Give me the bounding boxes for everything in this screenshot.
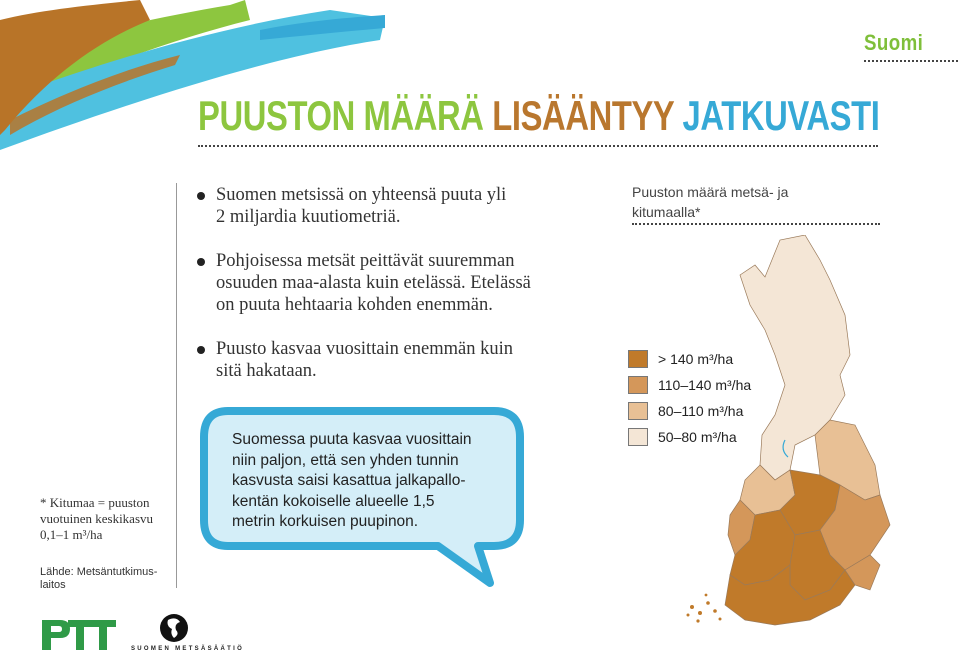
suomen-metsasaatio-wordmark: SUOMEN METSÄSÄÄTIÖ xyxy=(131,646,245,652)
country-underline xyxy=(864,60,958,62)
bullet-text: Suomen metsissä on yhteensä puuta yli 2 miljardia kuutiometriä. xyxy=(216,185,507,227)
legend-label: 80–110 m³/ha xyxy=(658,403,744,419)
title-part-1: PUUSTON MÄÄRÄ xyxy=(198,92,484,139)
ptt-logo xyxy=(40,614,120,654)
finland-map xyxy=(680,235,910,635)
legend-label: 110–140 m³/ha xyxy=(658,377,752,393)
legend-swatch xyxy=(628,402,648,420)
bullet-item xyxy=(198,250,558,316)
legend-swatch xyxy=(628,350,648,368)
bullet-dot-icon xyxy=(197,346,205,354)
country-label: Suomi xyxy=(864,30,924,55)
title-part-2: LISÄÄNTYY xyxy=(492,92,674,139)
column-divider xyxy=(176,183,177,588)
bullet-text: Puusto kasvaa vuosittain enemmän kuin sitä hakataan. xyxy=(216,339,513,381)
title-underline xyxy=(198,145,878,147)
bullet-item xyxy=(198,184,558,228)
legend-swatch xyxy=(628,376,648,394)
speech-bubble-text: Suomessa puuta kasvaa vuosittain niin paljon, että sen yhden tunnin kasvusta saisi kasattua jalkapallo- kentän kokoiselle alueelle 1,5 metrin korkuisen puupinon. xyxy=(232,431,472,530)
source-note: Lähde: Metsäntutkimus- laitos xyxy=(40,566,158,591)
bullet-dot-icon xyxy=(197,192,205,200)
bullet-item xyxy=(198,338,558,382)
legend-label: > 140 m³/ha xyxy=(658,351,734,367)
footnote: * Kitumaa = puuston vuotuinen keskikasvu 0,1–1 m³/ha xyxy=(40,495,154,542)
bullet-text: Pohjoisessa metsät peittävät suuremman osuuden maa-alasta kuin etelässä. Etelässä on puuta hehtaaria kohden enemmän. xyxy=(216,251,531,315)
legend-swatch xyxy=(628,428,648,446)
map-title: Puuston määrä metsä- ja kitumaalla* xyxy=(632,184,789,220)
page-title xyxy=(198,92,879,140)
map-title-underline xyxy=(632,223,880,225)
legend-label: 50–80 m³/ha xyxy=(658,429,737,445)
bullet-dot-icon xyxy=(197,258,205,266)
title-part-3: JATKUVASTI xyxy=(682,92,880,139)
